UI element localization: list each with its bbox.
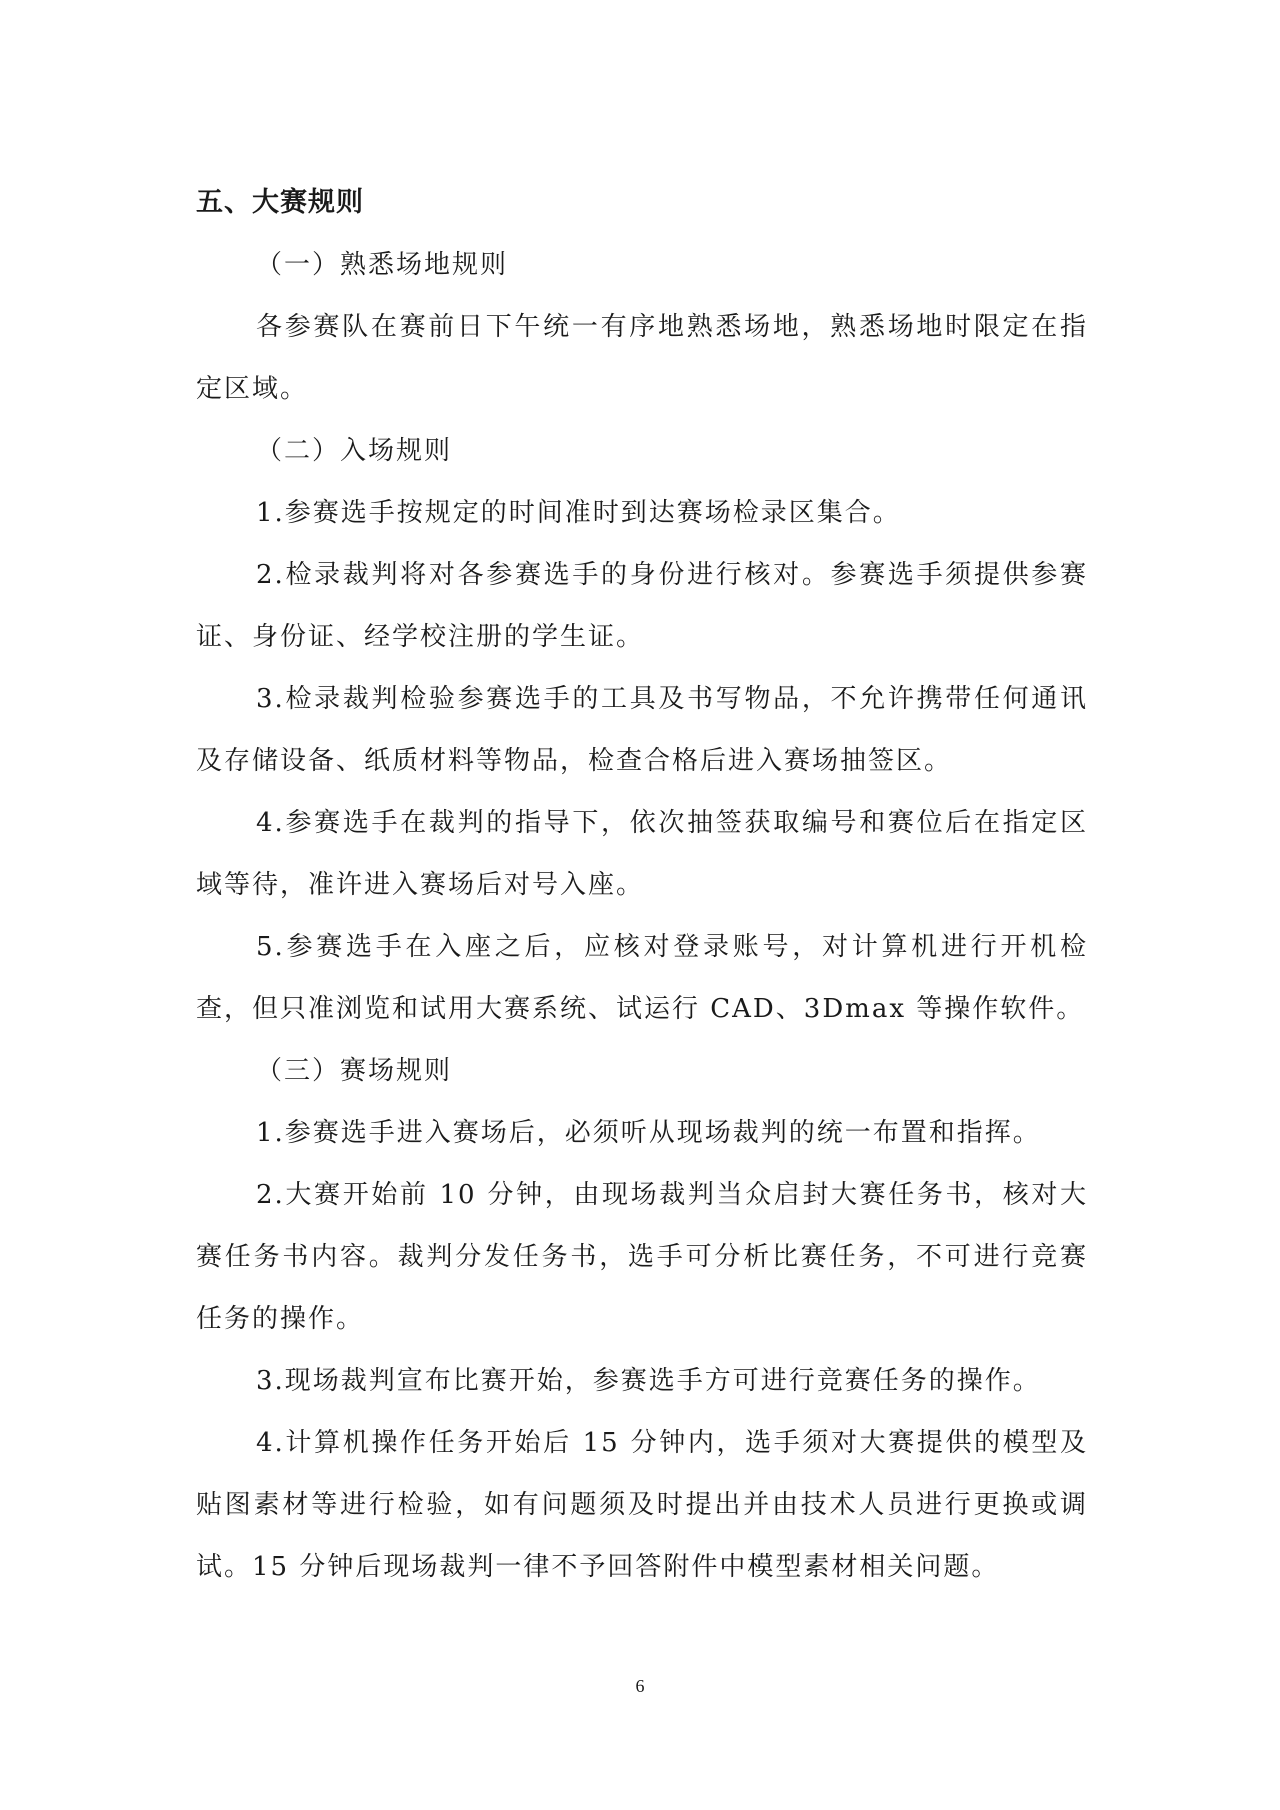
paragraph: 3.检录裁判检验参赛选手的工具及书写物品，不允许携带任何通讯及存储设备、纸质材料等物品，检查合格后进入赛场抽签区。 <box>196 684 1088 776</box>
paragraph: 4.参赛选手在裁判的指导下，依次抽签获取编号和赛位后在指定区域等待，准许进入赛场后对号入座。 <box>196 808 1088 900</box>
paragraph: 各参赛队在赛前日下午统一有序地熟悉场地，熟悉场地时限定在指定区域。 <box>196 312 1088 404</box>
page-number: 6 <box>635 1676 645 1696</box>
page-content <box>196 172 1088 1598</box>
subsection-heading-1: （一）熟悉场地规则 <box>256 250 509 280</box>
subsection-heading-3: （三）赛场规则 <box>256 1056 453 1086</box>
paragraph: 1.参赛选手按规定的时间准时到达赛场检录区集合。 <box>256 498 901 528</box>
section-title: 五、大赛规则 <box>196 187 364 218</box>
paragraph: 2.检录裁判将对各参赛选手的身份进行核对。参赛选手须提供参赛证、身份证、经学校注册的学生证。 <box>196 560 1088 652</box>
paragraph: 5.参赛选手在入座之后，应核对登录账号，对计算机进行开机检查，但只准浏览和试用大赛系统、试运行 CAD、3Dmax 等操作软件。 <box>196 932 1088 1024</box>
paragraph: 4.计算机操作任务开始后 15 分钟内，选手须对大赛提供的模型及贴图素材等进行检验，如有问题须及时提出并由技术人员进行更换或调试。15 分钟后现场裁判一律不予回答附件中模型素材相关问题。 <box>196 1428 1088 1582</box>
paragraph: 2.大赛开始前 10 分钟，由现场裁判当众启封大赛任务书，核对大赛任务书内容。裁判分发任务书，选手可分析比赛任务，不可进行竞赛任务的操作。 <box>196 1180 1088 1334</box>
paragraph: 1.参赛选手进入赛场后，必须听从现场裁判的统一布置和指挥。 <box>256 1118 1041 1148</box>
subsection-heading-2: （二）入场规则 <box>256 436 453 466</box>
paragraph: 3.现场裁判宣布比赛开始，参赛选手方可进行竞赛任务的操作。 <box>256 1366 1041 1396</box>
